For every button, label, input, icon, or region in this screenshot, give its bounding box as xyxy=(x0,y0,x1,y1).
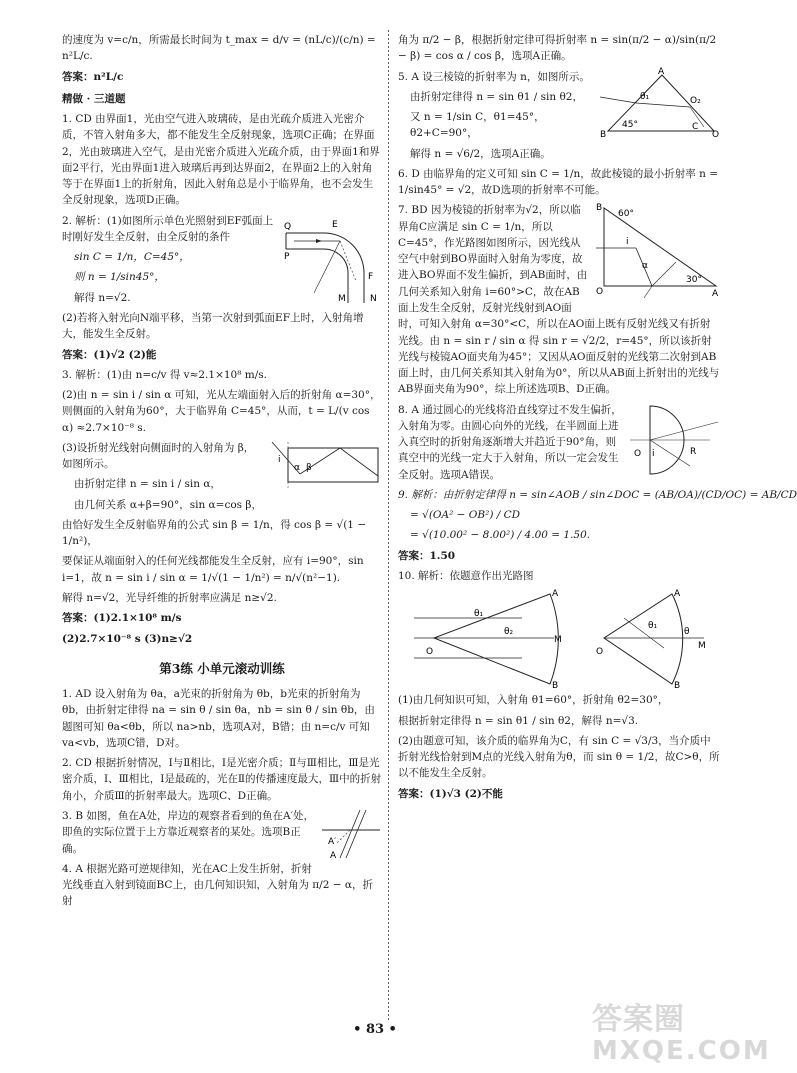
svg-text:Q: Q xyxy=(284,221,292,232)
svg-text:A: A xyxy=(330,851,337,861)
question-6: 6. D 由临界角的定义可知 sin C = 1/n，故此棱镜的最小折射率 n = 1/sin45° = √2，故D选项的折射率不可能。 xyxy=(398,167,719,197)
svg-text:P: P xyxy=(284,251,290,262)
lesson-title: 第3练 小单元滚动训练 xyxy=(159,660,285,676)
question-5c: 又 n = 1/sin C，θ1=45°，θ2+C=90°， xyxy=(410,111,545,140)
svg-text:45°: 45° xyxy=(622,119,638,130)
question-2a: 2. 解析：(1)如图所示单色光照射到EF弧面上时刚好发生全反射，由全反射的条件 xyxy=(62,214,274,243)
question-10a: 10. 解析：依题意作出光路图 xyxy=(398,569,534,582)
text-p0: 的速度为 v=c/n，所需最长时间为 t_max = d/v = (nL/c)/(c/n) = n²L/c. xyxy=(62,34,376,63)
section-title: 精做 · 三道题 xyxy=(62,92,126,105)
question-9b: = √(OA² − OB²) / CD xyxy=(410,509,521,522)
column-divider xyxy=(388,30,389,1020)
svg-text:θ₁: θ₁ xyxy=(474,609,484,620)
svg-text:E: E xyxy=(332,219,338,230)
svg-text:O: O xyxy=(634,448,642,459)
svg-text:B: B xyxy=(596,203,603,214)
svg-text:M: M xyxy=(338,293,346,304)
svg-text:C: C xyxy=(692,121,699,132)
lesson-q2: 2. CD 根据折射情况，Ⅰ与Ⅱ相比，Ⅰ是光密介质；Ⅱ与Ⅲ相比，Ⅲ是光密介质，Ⅰ、Ⅲ相比，Ⅰ是最疏的，光在Ⅱ的传播速度最大，Ⅲ中的折射角小，介质Ⅲ的折射率最大。选项C、D正确。 xyxy=(62,757,382,802)
svg-text:θ₁: θ₁ xyxy=(640,91,650,102)
svg-text:60°: 60° xyxy=(618,209,634,220)
svg-text:θ₂: θ₂ xyxy=(504,627,514,638)
page-number: • 83 • xyxy=(353,1022,397,1037)
question-10d: (2)由题意可知，该介质的临界角为C，有 sin C = √3/3，当介质中折射光线恰射到M点的光线入射角为θ，而 sin θ = 1/2，故C>θ，所以不能发生全反射。 xyxy=(398,734,720,780)
answer-q9: 答案：1.50 xyxy=(398,549,456,562)
figure-q10-sector xyxy=(404,588,714,692)
svg-text:B: B xyxy=(552,681,559,692)
svg-text:O: O xyxy=(596,647,604,658)
svg-text:M: M xyxy=(554,635,562,646)
svg-text:i: i xyxy=(626,237,629,248)
question-5b: 由折射定律得 n = sin θ1 / sin θ2， xyxy=(410,90,583,103)
left-column xyxy=(62,32,382,914)
question-5d: 解得 n = √6/2，选项A正确。 xyxy=(410,147,551,160)
svg-text:O₂: O₂ xyxy=(690,95,701,106)
question-3h: 解得 n=√2，光导纤维的折射率应满足 n≥√2. xyxy=(62,591,277,604)
svg-text:A: A xyxy=(674,589,681,600)
svg-text:α: α xyxy=(642,261,648,272)
lesson-q3: 3. B 如图，鱼在A处，岸边的观察者看到的鱼在A′处，即鱼的实际位置于上方靠近观察者的某处。选项B正确。 xyxy=(62,810,314,855)
svg-text:B: B xyxy=(600,129,607,140)
answer-p0: 答案：n²L/c xyxy=(62,70,124,83)
question-3c: (3)设折射光线射向侧面时的入射角为 β，如图所示。 xyxy=(62,441,255,471)
question-3e: 由几何关系 α+β=90°，sin α=cos β， xyxy=(74,498,262,511)
question-9a: 9. 解析：由折射定律得 n = sin∠AOB / sin∠DOC = (AB/OA)/(CD/OC) = AB/CD xyxy=(398,488,797,501)
svg-text:A: A xyxy=(712,289,719,300)
svg-text:R: R xyxy=(690,446,697,457)
answer-q2: 答案：(1)√2 (2)能 xyxy=(62,348,157,361)
question-3d: 由折射定律 n = sin i / sin α， xyxy=(74,478,221,491)
text-r0: 角为 π/2 − β，根据折射定律可得折射率 n = sin(π/2 − α)/sin(π/2 − β) = cos α / cos β，选项A正确。 xyxy=(398,34,717,63)
question-10c: 根据折射定律得 n = sin θ1 / sin θ2，解得 n=√3. xyxy=(398,714,639,727)
svg-text:M: M xyxy=(698,641,706,652)
svg-text:α: α xyxy=(294,462,300,473)
svg-text:i: i xyxy=(278,454,281,465)
question-2b: sin C = 1/n，C=45°， xyxy=(74,251,190,264)
question-9c: = √(10.00² − 8.00²) / 4.00 = 1.50. xyxy=(410,529,591,542)
question-5a: 5. A 设三棱镜的折射率为 n，如图所示。 xyxy=(398,70,590,83)
right-column xyxy=(398,32,797,806)
question-2d: 解得 n=√2. xyxy=(74,291,131,304)
answer-q3-1: 答案：(1)2.1×10⁸ m/s xyxy=(62,612,182,625)
svg-text:θ: θ xyxy=(684,627,690,638)
svg-text:θ₁: θ₁ xyxy=(648,621,658,632)
watermark-line1: 答案圈 xyxy=(592,1002,685,1037)
svg-text:F: F xyxy=(368,271,374,282)
question-2c: 则 n = 1/sin45°， xyxy=(74,271,165,284)
question-1: 1. CD 由界面1，光由空气进入玻璃砖，是由光疏介质进入光密介质，不管入射角多大，都不能发生全反射现象，选项C正确；在界面2，光由玻璃进入空气，是由光密介质进入光疏介质，由于界面1和界面2平行，光由界面1进入玻璃后再到达界面2，在界面2上的入射角等于在界面1上的折射角，因此入射角总是小于临界角，也不会发生全反射现象，选项D正确。 xyxy=(62,113,380,207)
question-2e: (2)若将入射光向N端平移，当第一次射到弧面EF上时，入射角增大，能发生全反射。 xyxy=(62,311,364,341)
figure-q5-prism xyxy=(600,66,720,140)
answer-q3-2: (2)2.7×10⁻⁸ s (3)n≥√2 xyxy=(62,632,193,645)
question-3b: (2)由 n = sin i / sin α 可知，光从左端面射入后的折射角 α=30°，则侧面的入射角为60°，大于临界角 C=45°，从而，t = L/(v cos α) ≈2.7×10⁻⁸ s. xyxy=(62,389,381,434)
figure-q8-semicircle xyxy=(630,402,720,476)
answer-q10: 答案：(1)√3 (2)不能 xyxy=(398,787,503,800)
svg-text:O: O xyxy=(426,647,434,658)
question-3g: 要保证从端面射入的任何光线都能发生全反射，应有 i=90°，sin i=1，故 n = sin i / sin α = 1/√(1 − 1/n²) = n/√(n²−1). xyxy=(62,555,364,584)
lesson-q4: 4. A 根据光路可逆规律知，光在AC上发生折射，折射光线垂直入射到镜面BC上，由几何知识知，入射角为 π/2 − α，折射 xyxy=(62,862,373,908)
svg-text:B: B xyxy=(674,681,681,692)
figure-q2-bent-fiber xyxy=(284,213,382,305)
svg-text:A′: A′ xyxy=(328,837,337,847)
lesson-q1: 1. AD 设入射角为 θa，a光束的折射角为 θb，b光束的折射角为 θb，由折射定律得 na = sin θ / sin θa，nb = sin θ / sin θb，由题图可知 θa<θb，所以 na>nb，选项A对，B错；由 n=c/v 可知 va<vb，选项C错，D对。 xyxy=(62,688,375,749)
svg-text:A: A xyxy=(552,589,559,600)
svg-text:β: β xyxy=(306,462,312,473)
figure-q7-prism xyxy=(596,202,720,298)
question-7a: 7. BD 因为棱镜的折射率为√2，所以临界角C应满足 sin C = 1/n，所以 C=45°，作光路图如图所示，因光线从空气中射到BO界面时入射角为零度，故进入BO界面不发生偏折，到AB面时，由几何关系知入射角 i=60°>C，故在AB面上发生全反射，反射光线射到AO面时，可知入射角 α=30°<C，所以在AO面上既有反射光线又有折射光线。由 n = sin r / sin α 得 sin r = √2/2，r=45°，所以该折射光线与棱镜AO面夹角为45°；又因从AO面反射的光线第二次射到AB面上时，由几何关系知其入射角为0°，所以从AB面上折射出的光线与AB界面夹角为90°，综上所述选项B、D正确。 xyxy=(398,204,720,396)
svg-text:30°: 30° xyxy=(686,275,702,286)
question-8: 8. A 通过圆心的光线将沿直线穿过不发生偏折，入射角为零。由圆心向外的光线，在半圆面上进入真空时的折射角逐渐增大并趋近于90°角，则真空中的光线一定大于入射角，所以一定会发生全反射。选项A错误。 xyxy=(398,403,622,481)
question-10b: (1)由几何知识可知，入射角 θ1=60°，折射角 θ2=30°， xyxy=(398,694,669,707)
watermark-logo xyxy=(592,1002,771,1069)
figure-q3-fiber xyxy=(270,440,382,490)
question-3a: 3. 解析：(1)由 n=c/v 得 v≈2.1×10⁸ m/s. xyxy=(62,368,268,381)
svg-text:i: i xyxy=(652,448,655,459)
watermark-line2: MXQE.COM xyxy=(592,1036,771,1066)
figure-lesson-q3-fish xyxy=(320,808,382,860)
svg-text:A: A xyxy=(658,66,665,77)
svg-text:O: O xyxy=(712,129,720,140)
question-3f: 由恰好发生全反射临界角的公式 sin β = 1/n，得 cos β = √(1 − 1/n²)， xyxy=(62,518,367,548)
svg-text:O: O xyxy=(596,287,604,298)
svg-text:N: N xyxy=(370,293,377,304)
